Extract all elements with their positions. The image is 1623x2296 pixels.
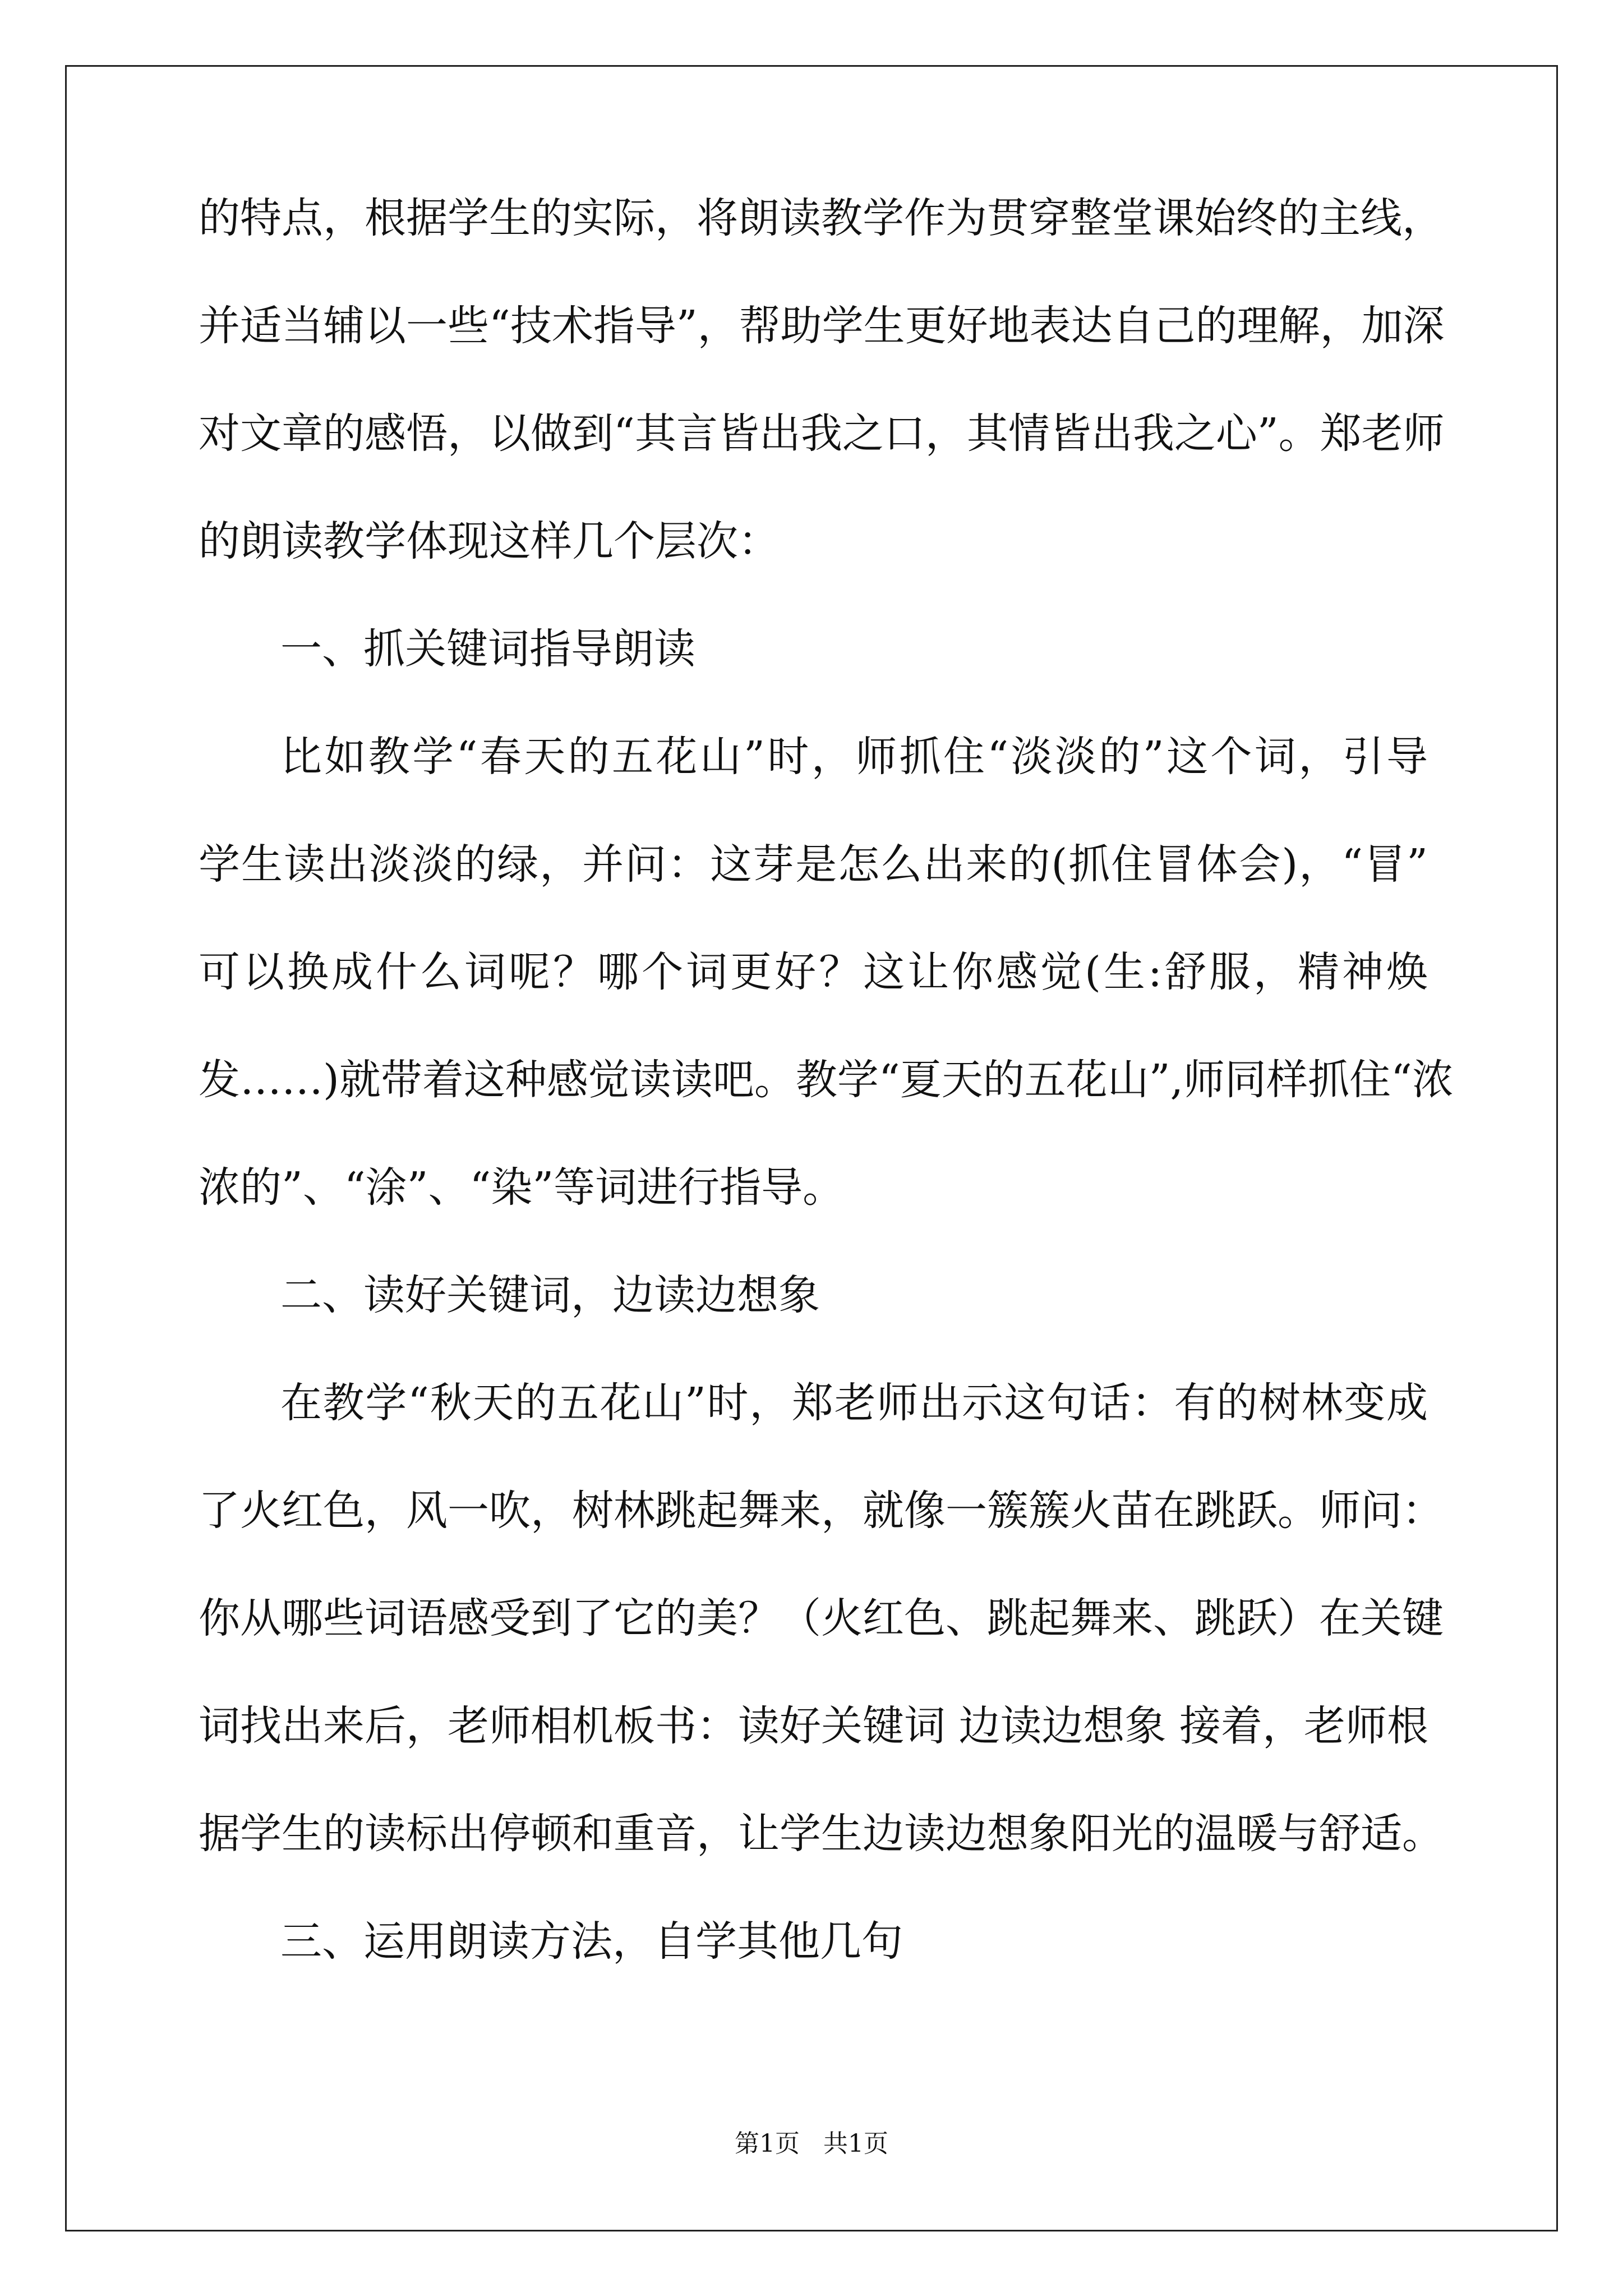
paragraph-line: 据学生的读标出停顿和重音，让学生边读边想象阳光的温暖与舒适。: [199, 1810, 1444, 1858]
section-heading: 一、抓关键词指导朗读: [280, 625, 695, 673]
paragraph-line: 你从哪些词语感受到了它的美？（火红色、跳起舞来、跳跃）在关键: [199, 1594, 1444, 1642]
paragraph-line: 在教学“秋天的五花山”时，郑老师出示这句话：有的树林变成: [280, 1379, 1428, 1427]
paragraph-line: 的特点，根据学生的实际，将朗读教学作为贯穿整堂课始终的主线，: [199, 194, 1444, 242]
paragraph-line: 的朗读教学体现这样几个层次：: [199, 517, 780, 565]
paragraph-line: 可以换成什么词呢？哪个词更好？这让你感觉(生:舒服，精神焕: [199, 948, 1428, 996]
paragraph-line: 了火红色，风一吹，树林跳起舞来，就像一簇簇火苗在跳跃。师问：: [199, 1487, 1444, 1535]
paragraph-line: 对文章的感悟，以做到“其言皆出我之口，其情皆出我之心”。郑老师: [199, 409, 1445, 458]
paragraph-line: 并适当辅以一些“技术指导”，帮助学生更好地表达自己的理解，加深: [199, 302, 1445, 350]
section-heading: 二、读好关键词，边读边想象: [280, 1271, 820, 1319]
page-footer: 第1页 共1页: [735, 2129, 888, 2158]
paragraph-line: 比如教学“春天的五花山”时，师抓住“淡淡的”这个词，引导: [280, 733, 1428, 781]
paragraph-line: 学生读出淡淡的绿，并问：这芽是怎么出来的(抓住冒体会)，“冒”: [199, 840, 1428, 889]
page-border: [65, 65, 1558, 2231]
paragraph-line: 词找出来后，老师相机板书：读好关键词 边读边想象 接着，老师根: [199, 1702, 1429, 1750]
section-heading: 三、运用朗读方法，自学其他几句: [280, 1917, 903, 1966]
paragraph-line: 发……)就带着这种感觉读读吧。教学“夏天的五花山”,师同样抓住“浓: [199, 1056, 1454, 1104]
paragraph-line: 浓的”、“涂”、“染”等词进行指导。: [199, 1163, 845, 1212]
